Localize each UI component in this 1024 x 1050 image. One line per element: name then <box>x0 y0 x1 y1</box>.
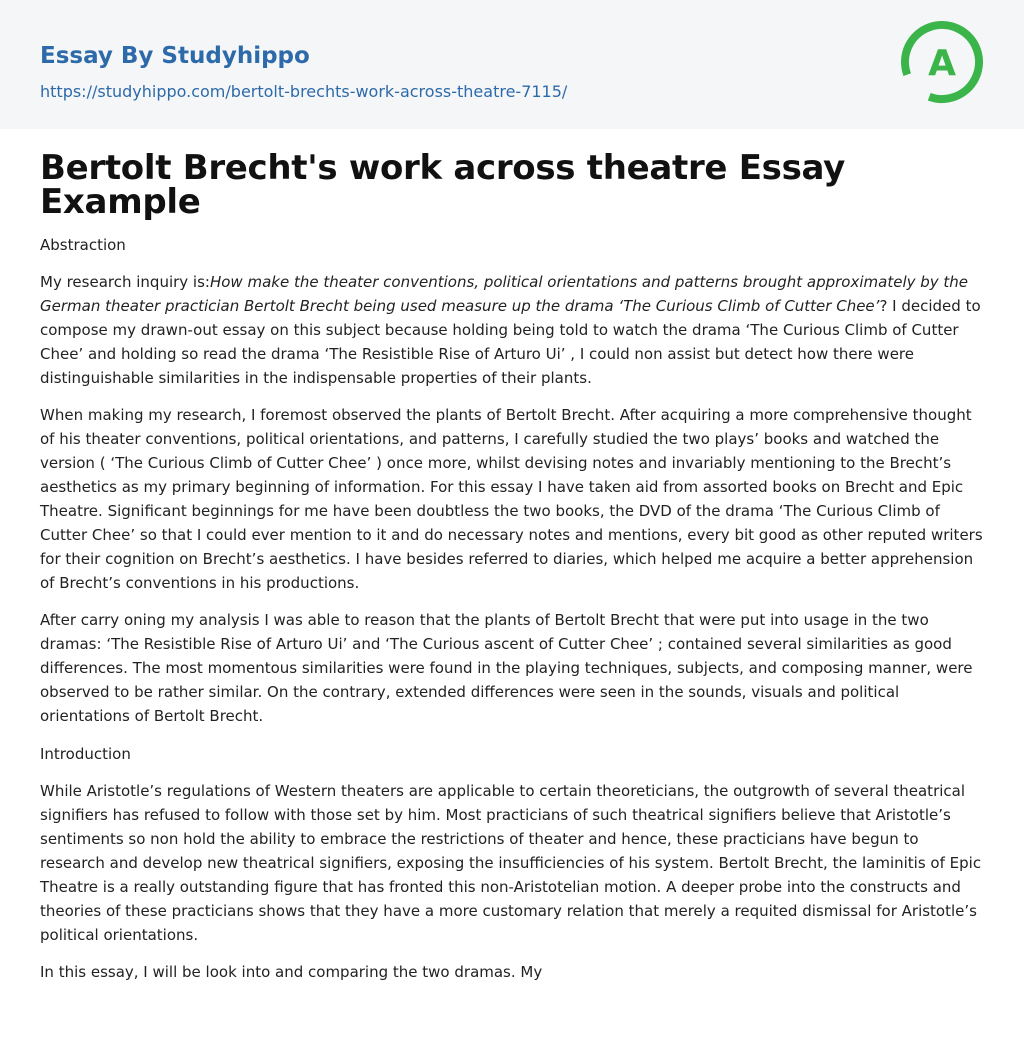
paragraph-1-lead: My research inquiry is: <box>40 273 210 291</box>
paragraph-4: While Aristotle’s regulations of Western theaters are applicable to certain theoreticians, the outgrowth of several theatrical signifiers has refused to follow with those set by him. Most practicians of such theatrical signifiers believe that Aristotle’s sentiments so non hold the ability to embrace the restrictions of theater and hence, these practicians have begun to research and develop new theatrical signifiers, exposing the insufficiencies of his system. Bertolt Brecht, the laminitis of Epic Theatre is a really outstanding figure that has fronted this non-Aristotelian motion. A deeper probe into the constructs and theories of these practicians shows that they have a more customary relation that merely a requited dismissal for Aristotle’s political orientations. <box>40 782 982 944</box>
paragraph-2: When making my research, I foremost observed the plants of Bertolt Brecht. After acquiring a more comprehensive thought of his theater conventions, political orientations, and patterns, I carefully studied the two plays’ books and watched the version ( ‘The Curious Climb of Cutter Chee’ ) once more, whilst devising notes and invariably mentioning to the Brecht’s aesthetics as my primary beginning of information. For this essay I have taken aid from assorted books on Brecht and Epic Theatre. Significant beginnings for me have been doubtless the two books, the DVD of the drama ‘The Curious Climb of Cutter Chee’ so that I could ever mention to it and do necessary notes and mentions, every bit good as other reputed writers for their cognition on Brecht’s aesthetics. I have besides referred to diaries, which helped me acquire a better apprehension of Brecht’s conventions in his productions. <box>40 406 983 592</box>
studyhippo-logo-icon[interactable] <box>900 20 984 104</box>
abstraction-heading: Abstraction <box>40 236 126 254</box>
paragraph-3: After carry oning my analysis I was able to reason that the plants of Bertolt Brecht that were put into usage in the two dramas: ‘The Resistible Rise of Arturo Ui’ and ‘The Curious ascent of Cutter Chee’ ; contained several similarities as good differences. The most momentous similarities were found in the playing techniques, subjects, and composing manner, were observed to be rather similar. On the contrary, extended differences were seen in the sounds, visuals and political orientations of Bertolt Brecht. <box>40 611 973 725</box>
article-body <box>0 148 1024 984</box>
paragraph-5: In this essay, I will be look into and comparing the two dramas. My <box>40 963 543 981</box>
research-question: How make the theater conventions, political orientations and patterns brought approximately by the German theater practician Bertolt Brecht being used measure up the drama ‘The Curious Climb of Cutter Chee’ <box>40 273 969 315</box>
paragraph-1-rest: ? I decided to compose my drawn-out essay on this subject because holding being told to watch the drama ‘The Curious Climb of Cutter Chee’ and holding so read the drama ‘The Resistible Rise of Arturo Ui’ , I could non assist but detect how there were distinguishable similarities in the indispensable properties of their plants. <box>40 297 981 387</box>
page-title: Bertolt Brecht's work across theatre Essay Example <box>40 148 845 222</box>
source-url-link[interactable]: https://studyhippo.com/bertolt-brechts-work-across-theatre-7115/ <box>40 82 568 101</box>
paragraph-1 <box>40 270 984 390</box>
brand-title[interactable]: Essay By Studyhippo <box>40 43 310 69</box>
logo-letter: A <box>928 43 956 84</box>
site-header <box>0 0 1024 129</box>
introduction-heading: Introduction <box>40 745 131 763</box>
